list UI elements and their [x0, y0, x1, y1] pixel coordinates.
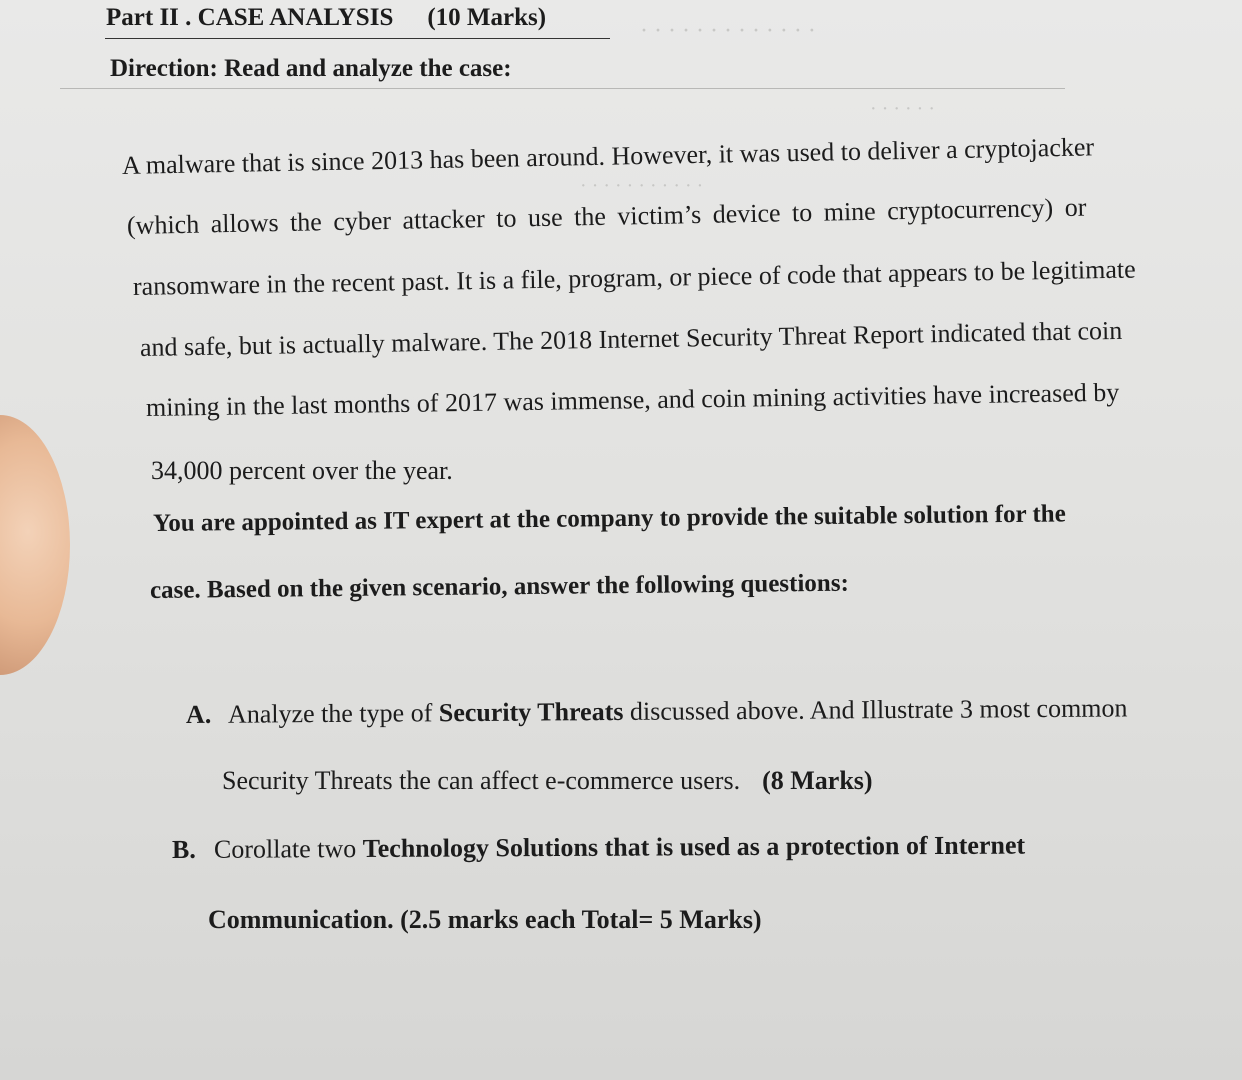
question-text: Analyze the type of: [227, 698, 433, 729]
question-b: [172, 831, 1025, 865]
question-b-line2: Communication. (2.5 marks each Total= 5 Marks): [208, 905, 762, 934]
question-text: discussed above. And Illustrate 3 most common: [629, 693, 1128, 726]
task-line: case. Based on the given scenario, answer the following questions:: [149, 569, 849, 604]
question-emphasis: Technology Solutions that is used as a protection of Internet: [362, 830, 1026, 864]
case-line: ransomware in the recent past. It is a file, program, or piece of code that appears to be legitimate: [132, 254, 1136, 301]
direction-text: Direction: Read and analyze the case:: [110, 55, 512, 82]
question-text: Corollate two: [213, 834, 357, 864]
case-line: (which allows the cyber attacker to use the victim’s device to mine cryptocurrency) or: [126, 192, 1087, 240]
case-line: and safe, but is actually malware. The 2018 Internet Security Threat Report indicated that coin: [139, 315, 1123, 362]
question-text: Security Threats the can affect e-commerce users.: [222, 766, 741, 795]
part-marks: (10 Marks): [427, 4, 547, 31]
bleed-through-text: · · · · · · · · · · · · ·: [640, 18, 816, 44]
question-emphasis: Security Threats: [438, 696, 624, 728]
case-line: A malware that is since 2013 has been around. However, it was used to deliver a cryptojacker: [121, 132, 1095, 180]
thumb: [0, 415, 70, 675]
task-line: You are appointed as IT expert at the company to provide the suitable solution for the: [152, 500, 1066, 537]
case-line: 34,000 percent over the year.: [151, 456, 453, 485]
direction-rule: [60, 88, 1065, 89]
question-marks: (8 Marks): [762, 766, 873, 795]
bleed-through-text: · · · · · · · · · · ·: [580, 175, 704, 197]
bleed-through-text: · · · · · ·: [870, 98, 935, 120]
header-rule: [105, 38, 610, 39]
question-label: A.: [185, 699, 212, 729]
part-title: Part II . CASE ANALYSIS: [106, 4, 394, 31]
part-heading: [106, 4, 546, 32]
question-label: B.: [171, 834, 196, 864]
case-line: mining in the last months of 2017 was immense, and coin mining activities have increased by: [145, 377, 1120, 422]
question-a-line2: [222, 766, 873, 796]
question-a: [186, 693, 1128, 730]
